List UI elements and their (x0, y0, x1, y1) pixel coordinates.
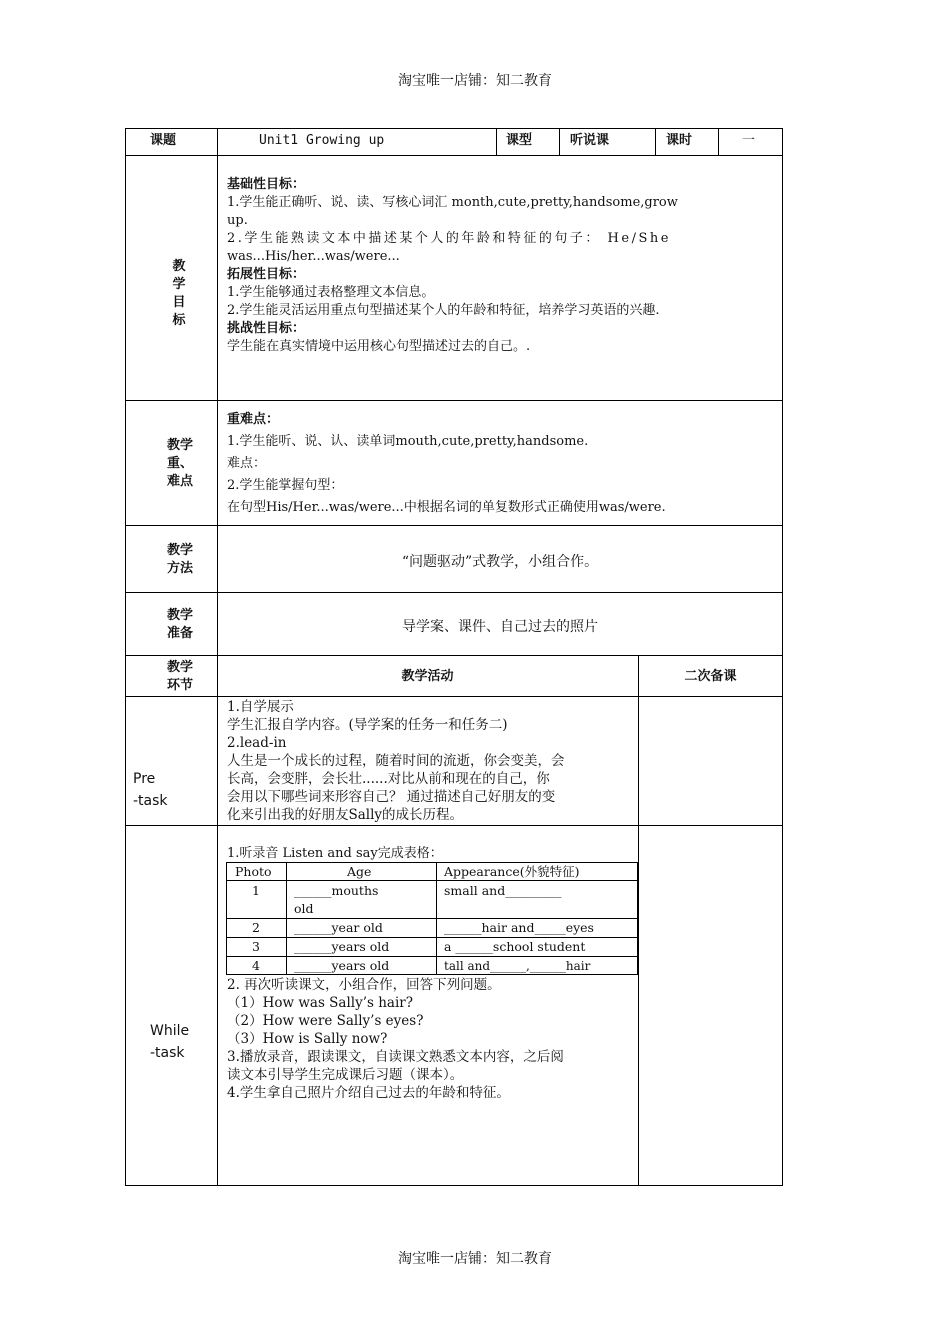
type-value: 听说课 (570, 133, 610, 148)
objectives-text: 基础性目标： 1.学生能正确听、说、读、写核心词汇 month,cute,pretty,handsome,grow up. 2.学生能熟读文本中描述某个人的年龄和特征的句子： He/She was...His/her...was/were... 拓展性目标： 1.学生能够通过表格整理文本信息。 2.学生能灵活运用重点句型描述某个人的年龄和特征，培养学习英语的兴趣. 挑战性目标： 学生能在真实情境中运用核心句型描述过去的自己。. (227, 177, 678, 354)
table-row: 3 (252, 939, 260, 954)
period-value: 一 (742, 133, 756, 148)
pre-task-label: Pre -task (133, 771, 168, 809)
stage-label: 教学 环节 (166, 660, 193, 693)
header-appearance: Appearance(外貌特征) (444, 864, 580, 879)
method-value: “问题驱动”式教学，小组合作。 (401, 554, 599, 570)
period-label: 课时 (666, 133, 693, 148)
preparation-label: 教学 准备 (166, 608, 193, 641)
preparation-value: 导学案、课件、自己过去的照片 (402, 619, 598, 635)
table-row: 2 (252, 920, 260, 935)
activity-label: 教学活动 (401, 669, 454, 684)
topic-value: Unit1 Growing up (259, 133, 385, 148)
header-photo: Photo (235, 864, 272, 879)
header-age: Age (347, 864, 372, 879)
page-footer: 淘宝唯一店铺：知二教育 (398, 1251, 552, 1267)
topic-label: 课题 (150, 133, 177, 148)
key-points-label: 教学 重、 难点 (166, 438, 193, 489)
key-points-text: 重难点： 1.学生能听、说、认、读单词mouth,cute,pretty,handsome. 难点： 2.学生能掌握句型： 在句型His/Her...was/were...中根据名词的单复数形式正确使用was/were. (227, 412, 666, 515)
while-task-label: While -task (150, 1023, 190, 1061)
page-header: 淘宝唯一店铺：知二教育 (398, 73, 552, 89)
while-task-text: 2. 再次听读课文，小组合作，回答下列问题。 （1）How was Sally’s hair? （2）How were Sally’s eyes? （3）How is Sally now? 3.播放录音，跟读课文，自读课文熟悉文本内容，之后阅 读文本引导学生完成课后习题（课本）。 4.学生拿自己照片介绍自己过去的年龄和特征。 (227, 977, 564, 1101)
pre-task-text: 1.自学展示 学生汇报自学内容。(导学案的任务一和任务二) 2.lead-in 人生是一个成长的过程，随着时间的流逝，你会变美，会 长高，会变胖，会长壮......对比从前和现在的自己，你 会用以下哪些词来形容自己？ 通过描述自己好朋友的变 化来引出我的好朋友Sally的成长历程。 (227, 699, 565, 823)
table-row: 1 (252, 883, 260, 898)
type-label: 课型 (506, 133, 533, 148)
second-prep-label: 二次备课 (684, 669, 737, 684)
table-row: 4 (252, 958, 260, 973)
objectives-label: 教 学 目 标 (172, 259, 186, 328)
method-label: 教学 方法 (166, 543, 193, 576)
while-task-intro: 1.听录音 Listen and say完成表格： (227, 846, 443, 861)
